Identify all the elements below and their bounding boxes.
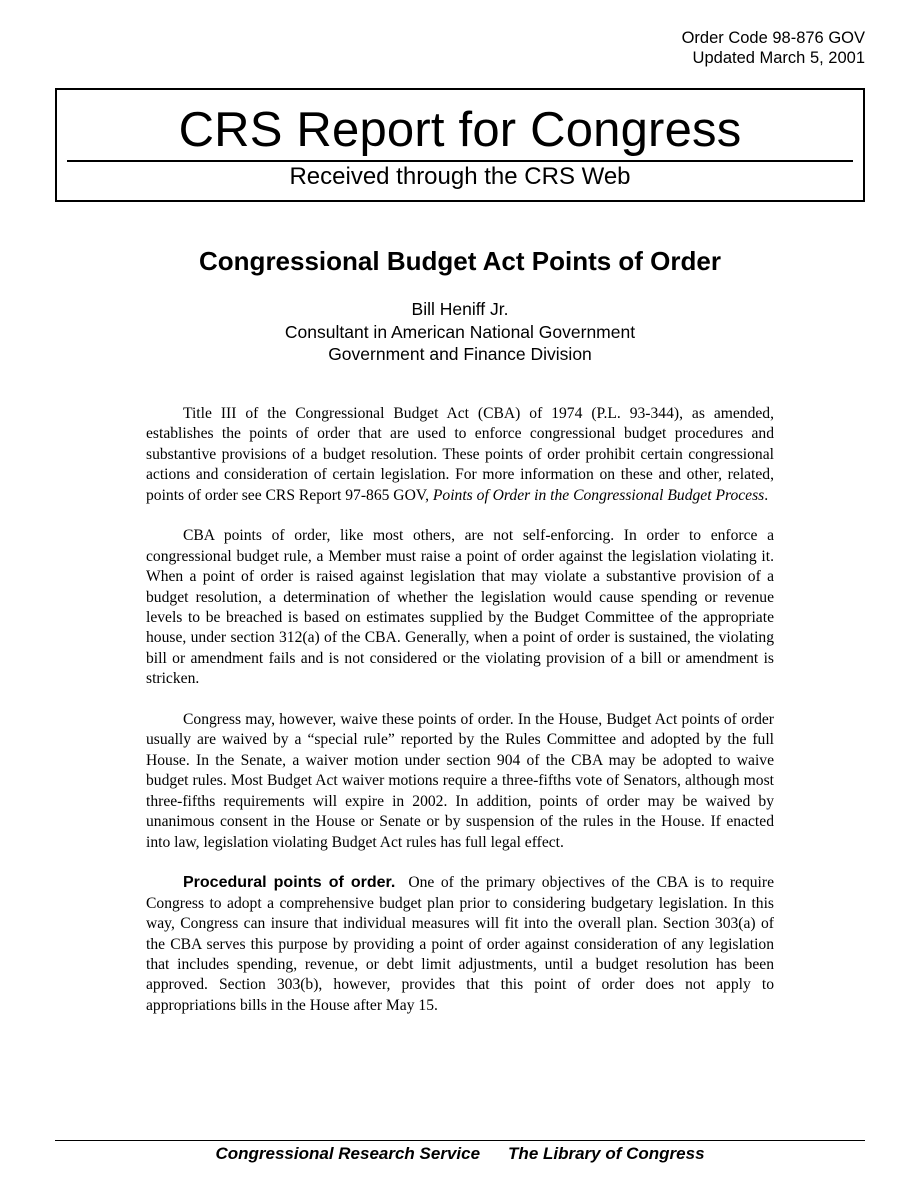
- footer: [0, 1143, 920, 1165]
- paragraph-end: .: [764, 486, 769, 504]
- report-banner: [55, 88, 865, 202]
- section-heading: Procedural points of order.: [183, 874, 396, 892]
- paragraph: [146, 526, 774, 689]
- author-role: Consultant in American National Government: [284, 321, 636, 342]
- paragraph: [146, 873, 774, 1016]
- paragraph-text: Title III of the Congressional Budget Act (CBA) of 1974 (P.L. 93-344), as amended, establishes the points of order that are used to enforce congressional budget procedures and substantive provisions of a budget resolution. These points of order prohibit certain congressional actions and consideration of certain legislation. For more information on these and other, related, points of order see CRS Report 97-865 GOV,: [146, 405, 774, 504]
- report-title-italic: Points of Order in the Congressional Budget Process: [432, 486, 765, 504]
- footer-divider: [55, 1140, 865, 1141]
- order-code-block: [682, 28, 865, 68]
- author-name: Bill Heniff Jr.: [411, 299, 509, 319]
- paragraph-text: One of the primary objectives of the CBA is to require Congress to adopt a comprehensive budget plan prior to considering budgetary legislation. In this way, Congress can insure that individual measures will fit into the overall plan. Section 303(a) of the CBA serves this purpose by providing a point of order against consideration of any legislation that includes spending, revenue, or debt limit adjustments, until a budget resolution has been approved. Section 303(b), however, provides that this point of order does not apply to appropriations bills in the House after May 15.: [146, 874, 775, 1014]
- paragraph: [146, 404, 774, 506]
- paragraph-text: Congress may, however, waive these points of order. In the House, Budget Act points of order usually are waived by a “special rule” reported by the Rules Committee and adopted by the full House. In the Senate, a waiver motion under section 904 of the CBA may be adopted to waive budget rules. Most Budget Act waiver motions require a three-fifths vote of Senators, although most three-fifths requirements will expire in 2002. In addition, points of order may be waived by unanimous consent in the House or Senate or by suspension of the rules in the House. If enacted into law, legislation violating Budget Act rules has full legal effect.: [146, 711, 774, 851]
- author-block: [0, 298, 920, 366]
- banner-subtitle: Received through the CRS Web: [289, 163, 631, 190]
- document-body: [146, 404, 774, 1016]
- order-code: Order Code 98-876 GOV: [681, 29, 865, 47]
- footer-publisher: Congressional Research Service: [215, 1144, 481, 1163]
- updated-date: Updated March 5, 2001: [692, 49, 865, 67]
- paragraph-text: CBA points of order, like most others, are not self-enforcing. In order to enforce a congressional budget rule, a Member must raise a point of order against the legislation violating it. When a point of order is raised against legislation that may violate a substantive provision of a budget resolution, a determination of whether the legislation would cause spending or revenue levels to be breached is based on estimates supplied by the Budget Committee of the appropriate house, under section 312(a) of the CBA. Generally, when a point of order is sustained, the violating bill or amendment fails and is not considered or the violating provision of a bill or amendment is stricken.: [146, 527, 774, 688]
- banner-title: CRS Report for Congress: [178, 103, 742, 157]
- footer-library: The Library of Congress: [508, 1144, 705, 1163]
- paragraph: [146, 710, 774, 853]
- author-division: Government and Finance Division: [328, 344, 592, 364]
- document-title: Congressional Budget Act Points of Order: [199, 246, 721, 276]
